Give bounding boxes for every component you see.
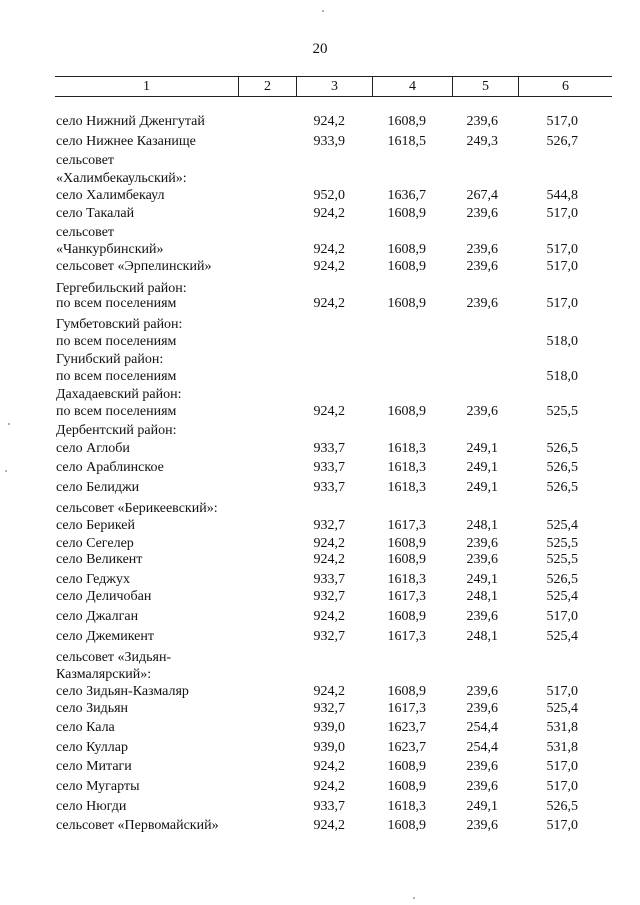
row-col-6: 525,4 — [546, 589, 578, 604]
row-col-3: 924,2 — [313, 818, 345, 833]
row-col-4: 1608,9 — [387, 296, 426, 311]
table-row — [0, 386, 640, 404]
row-name: Дахадаевский район: — [56, 387, 182, 402]
table-row — [0, 133, 640, 151]
row-col-4: 1618,3 — [387, 799, 426, 814]
row-col-6: 517,0 — [546, 259, 578, 274]
row-col-6: 526,5 — [546, 441, 578, 456]
row-col-3: 932,7 — [313, 589, 345, 604]
header-col-5: 5 — [452, 77, 518, 96]
row-name: Казмалярский»: — [56, 667, 152, 682]
row-col-6: 525,5 — [546, 552, 578, 567]
row-col-4: 1623,7 — [387, 720, 426, 735]
row-name: село Берикей — [56, 518, 135, 533]
table-row — [0, 551, 640, 569]
row-col-4: 1608,9 — [387, 759, 426, 774]
row-col-6: 517,0 — [546, 609, 578, 624]
table-row — [0, 758, 640, 776]
row-name: «Халимбекаульский»: — [56, 171, 187, 186]
row-name: село Сегелер — [56, 536, 134, 551]
row-col-6: 517,0 — [546, 296, 578, 311]
row-col-6: 517,0 — [546, 759, 578, 774]
row-name: село Джемикент — [56, 629, 154, 644]
table-row — [0, 683, 640, 701]
table-row — [0, 700, 640, 718]
row-col-5: 239,6 — [466, 242, 498, 257]
row-col-6: 525,4 — [546, 518, 578, 533]
row-col-5: 239,6 — [466, 536, 498, 551]
row-col-3: 924,2 — [313, 206, 345, 221]
row-col-4: 1608,9 — [387, 242, 426, 257]
row-col-6: 531,8 — [546, 720, 578, 735]
table-row — [0, 368, 640, 386]
table-row — [0, 333, 640, 351]
row-name: «Чанкурбинский» — [56, 242, 164, 257]
row-name: село Кала — [56, 720, 115, 735]
row-name: село Белиджи — [56, 480, 140, 495]
row-name: село Аглоби — [56, 441, 130, 456]
row-name: село Великент — [56, 552, 143, 567]
row-col-3: 939,0 — [313, 720, 345, 735]
row-col-3: 932,7 — [313, 701, 345, 716]
row-col-5: 239,6 — [466, 759, 498, 774]
table-row — [0, 241, 640, 259]
header-col-1: 1 — [143, 79, 150, 94]
row-col-4: 1618,3 — [387, 572, 426, 587]
row-col-3: 924,2 — [313, 114, 345, 129]
row-col-5: 239,6 — [466, 779, 498, 794]
row-col-3: 933,7 — [313, 572, 345, 587]
row-name: Гумбетовский район: — [56, 317, 183, 332]
row-name: по всем поселениям — [56, 369, 177, 384]
row-col-5: 239,6 — [466, 296, 498, 311]
page-number: 20 — [312, 41, 328, 57]
row-col-3: 933,7 — [313, 441, 345, 456]
row-name: село Джалган — [56, 609, 139, 624]
row-col-3: 933,7 — [313, 460, 345, 475]
row-col-6: 525,4 — [546, 629, 578, 644]
row-name: сельсовет — [56, 153, 115, 168]
table-row — [0, 666, 640, 684]
table-row — [0, 205, 640, 223]
header-col-2: 2 — [238, 77, 296, 96]
row-col-3: 932,7 — [313, 629, 345, 644]
row-col-6: 518,0 — [546, 334, 578, 349]
row-col-4: 1608,9 — [387, 609, 426, 624]
row-name: село Халимбекаул — [56, 188, 165, 203]
table-row — [0, 817, 640, 835]
table-row — [0, 649, 640, 667]
header-col-6: 6 — [518, 77, 612, 96]
row-col-4: 1618,3 — [387, 441, 426, 456]
row-col-4: 1623,7 — [387, 740, 426, 755]
row-col-6: 526,5 — [546, 799, 578, 814]
row-col-6: 517,0 — [546, 114, 578, 129]
row-col-6: 525,5 — [546, 404, 578, 419]
row-col-3: 924,2 — [313, 609, 345, 624]
row-col-4: 1636,7 — [387, 188, 426, 203]
table-row — [0, 351, 640, 369]
row-name: село Митаги — [56, 759, 132, 774]
row-col-5: 254,4 — [466, 740, 498, 755]
row-col-6: 526,5 — [546, 572, 578, 587]
row-col-3: 924,2 — [313, 536, 345, 551]
row-col-5: 249,1 — [466, 799, 498, 814]
table-row — [0, 459, 640, 477]
table-row — [0, 295, 640, 313]
table-row — [0, 739, 640, 757]
row-col-3: 924,2 — [313, 259, 345, 274]
row-col-3: 924,2 — [313, 552, 345, 567]
row-col-5: 239,6 — [466, 114, 498, 129]
row-name: село Нижний Дженгутай — [56, 114, 205, 129]
row-col-4: 1617,3 — [387, 629, 426, 644]
row-col-3: 924,2 — [313, 296, 345, 311]
row-col-4: 1617,3 — [387, 589, 426, 604]
row-col-3: 939,0 — [313, 740, 345, 755]
table-row — [0, 608, 640, 626]
table-row — [0, 588, 640, 606]
row-col-6: 544,8 — [546, 188, 578, 203]
row-col-4: 1608,9 — [387, 818, 426, 833]
row-name: село Араблинское — [56, 460, 164, 475]
row-col-4: 1618,5 — [387, 134, 426, 149]
table-row — [0, 258, 640, 276]
row-col-4: 1608,9 — [387, 552, 426, 567]
table-row — [0, 224, 640, 242]
row-col-5: 249,1 — [466, 441, 498, 456]
row-name: сельсовет «Первомайский» — [56, 818, 219, 833]
row-col-5: 239,6 — [466, 404, 498, 419]
row-col-6: 517,0 — [546, 818, 578, 833]
row-col-4: 1617,3 — [387, 518, 426, 533]
row-name: по всем поселениям — [56, 296, 177, 311]
row-col-6: 526,5 — [546, 460, 578, 475]
row-col-5: 249,3 — [466, 134, 498, 149]
table-row — [0, 440, 640, 458]
row-col-3: 924,2 — [313, 759, 345, 774]
row-col-5: 239,6 — [466, 206, 498, 221]
row-col-5: 239,6 — [466, 701, 498, 716]
row-col-6: 517,0 — [546, 684, 578, 699]
table-row — [0, 152, 640, 170]
row-col-6: 526,7 — [546, 134, 578, 149]
row-col-4: 1608,9 — [387, 779, 426, 794]
table-row — [0, 571, 640, 589]
row-name: село Нижнее Казанище — [56, 134, 196, 149]
row-col-3: 924,2 — [313, 779, 345, 794]
row-col-3: 933,7 — [313, 799, 345, 814]
row-col-5: 239,6 — [466, 818, 498, 833]
row-col-5: 248,1 — [466, 518, 498, 533]
row-col-6: 525,5 — [546, 536, 578, 551]
row-col-5: 239,6 — [466, 552, 498, 567]
row-col-6: 517,0 — [546, 779, 578, 794]
table-row — [0, 113, 640, 131]
row-name: село Куллар — [56, 740, 128, 755]
row-col-4: 1608,9 — [387, 536, 426, 551]
row-name: село Деличобан — [56, 589, 152, 604]
row-col-5: 239,6 — [466, 259, 498, 274]
table-row — [0, 628, 640, 646]
row-col-5: 249,1 — [466, 572, 498, 587]
header-col-3: 3 — [296, 77, 372, 96]
row-col-4: 1618,3 — [387, 460, 426, 475]
row-col-5: 267,4 — [466, 188, 498, 203]
row-col-3: 924,2 — [313, 242, 345, 257]
row-name: Гунибский район: — [56, 352, 164, 367]
table-row — [0, 422, 640, 440]
row-name: по всем поселениям — [56, 334, 177, 349]
row-name: сельсовет «Зидьян- — [56, 650, 172, 665]
row-col-5: 239,6 — [466, 684, 498, 699]
row-col-6: 531,8 — [546, 740, 578, 755]
row-col-4: 1617,3 — [387, 701, 426, 716]
table-row — [0, 316, 640, 334]
table-row — [0, 719, 640, 737]
row-col-3: 924,2 — [313, 404, 345, 419]
row-col-5: 254,4 — [466, 720, 498, 735]
row-col-4: 1608,9 — [387, 206, 426, 221]
row-col-4: 1608,9 — [387, 404, 426, 419]
table-row — [0, 798, 640, 816]
header-col-4: 4 — [372, 77, 452, 96]
row-name: Гергебильский район: — [56, 281, 187, 296]
row-name: село Нюгди — [56, 799, 127, 814]
row-col-6: 525,4 — [546, 701, 578, 716]
row-name: село Мугарты — [56, 779, 140, 794]
row-col-5: 239,6 — [466, 609, 498, 624]
row-name: сельсовет — [56, 225, 115, 240]
row-name: село Зидьян-Казмаляр — [56, 684, 189, 699]
table-row — [0, 403, 640, 421]
table-row — [0, 517, 640, 535]
row-col-6: 517,0 — [546, 242, 578, 257]
row-col-3: 924,2 — [313, 684, 345, 699]
table-row — [0, 778, 640, 796]
row-name: село Такалай — [56, 206, 135, 221]
table-row — [0, 479, 640, 497]
row-col-4: 1608,9 — [387, 684, 426, 699]
row-col-3: 932,7 — [313, 518, 345, 533]
table-row — [0, 500, 640, 518]
row-col-6: 517,0 — [546, 206, 578, 221]
row-col-4: 1618,3 — [387, 480, 426, 495]
row-name: сельсовет «Берикеевский»: — [56, 501, 218, 516]
row-name: село Геджух — [56, 572, 130, 587]
row-col-3: 933,7 — [313, 480, 345, 495]
row-col-5: 249,1 — [466, 480, 498, 495]
row-col-6: 526,5 — [546, 480, 578, 495]
table-row — [0, 187, 640, 205]
row-name: село Зидьян — [56, 701, 129, 716]
row-name: сельсовет «Эрпелинский» — [56, 259, 212, 274]
row-col-3: 933,9 — [313, 134, 345, 149]
row-col-5: 248,1 — [466, 629, 498, 644]
row-col-5: 248,1 — [466, 589, 498, 604]
row-col-3: 952,0 — [313, 188, 345, 203]
row-col-5: 249,1 — [466, 460, 498, 475]
row-col-6: 518,0 — [546, 369, 578, 384]
row-col-4: 1608,9 — [387, 259, 426, 274]
row-name: Дербентский район: — [56, 423, 177, 438]
row-name: по всем поселениям — [56, 404, 177, 419]
row-col-4: 1608,9 — [387, 114, 426, 129]
table-row — [0, 170, 640, 188]
